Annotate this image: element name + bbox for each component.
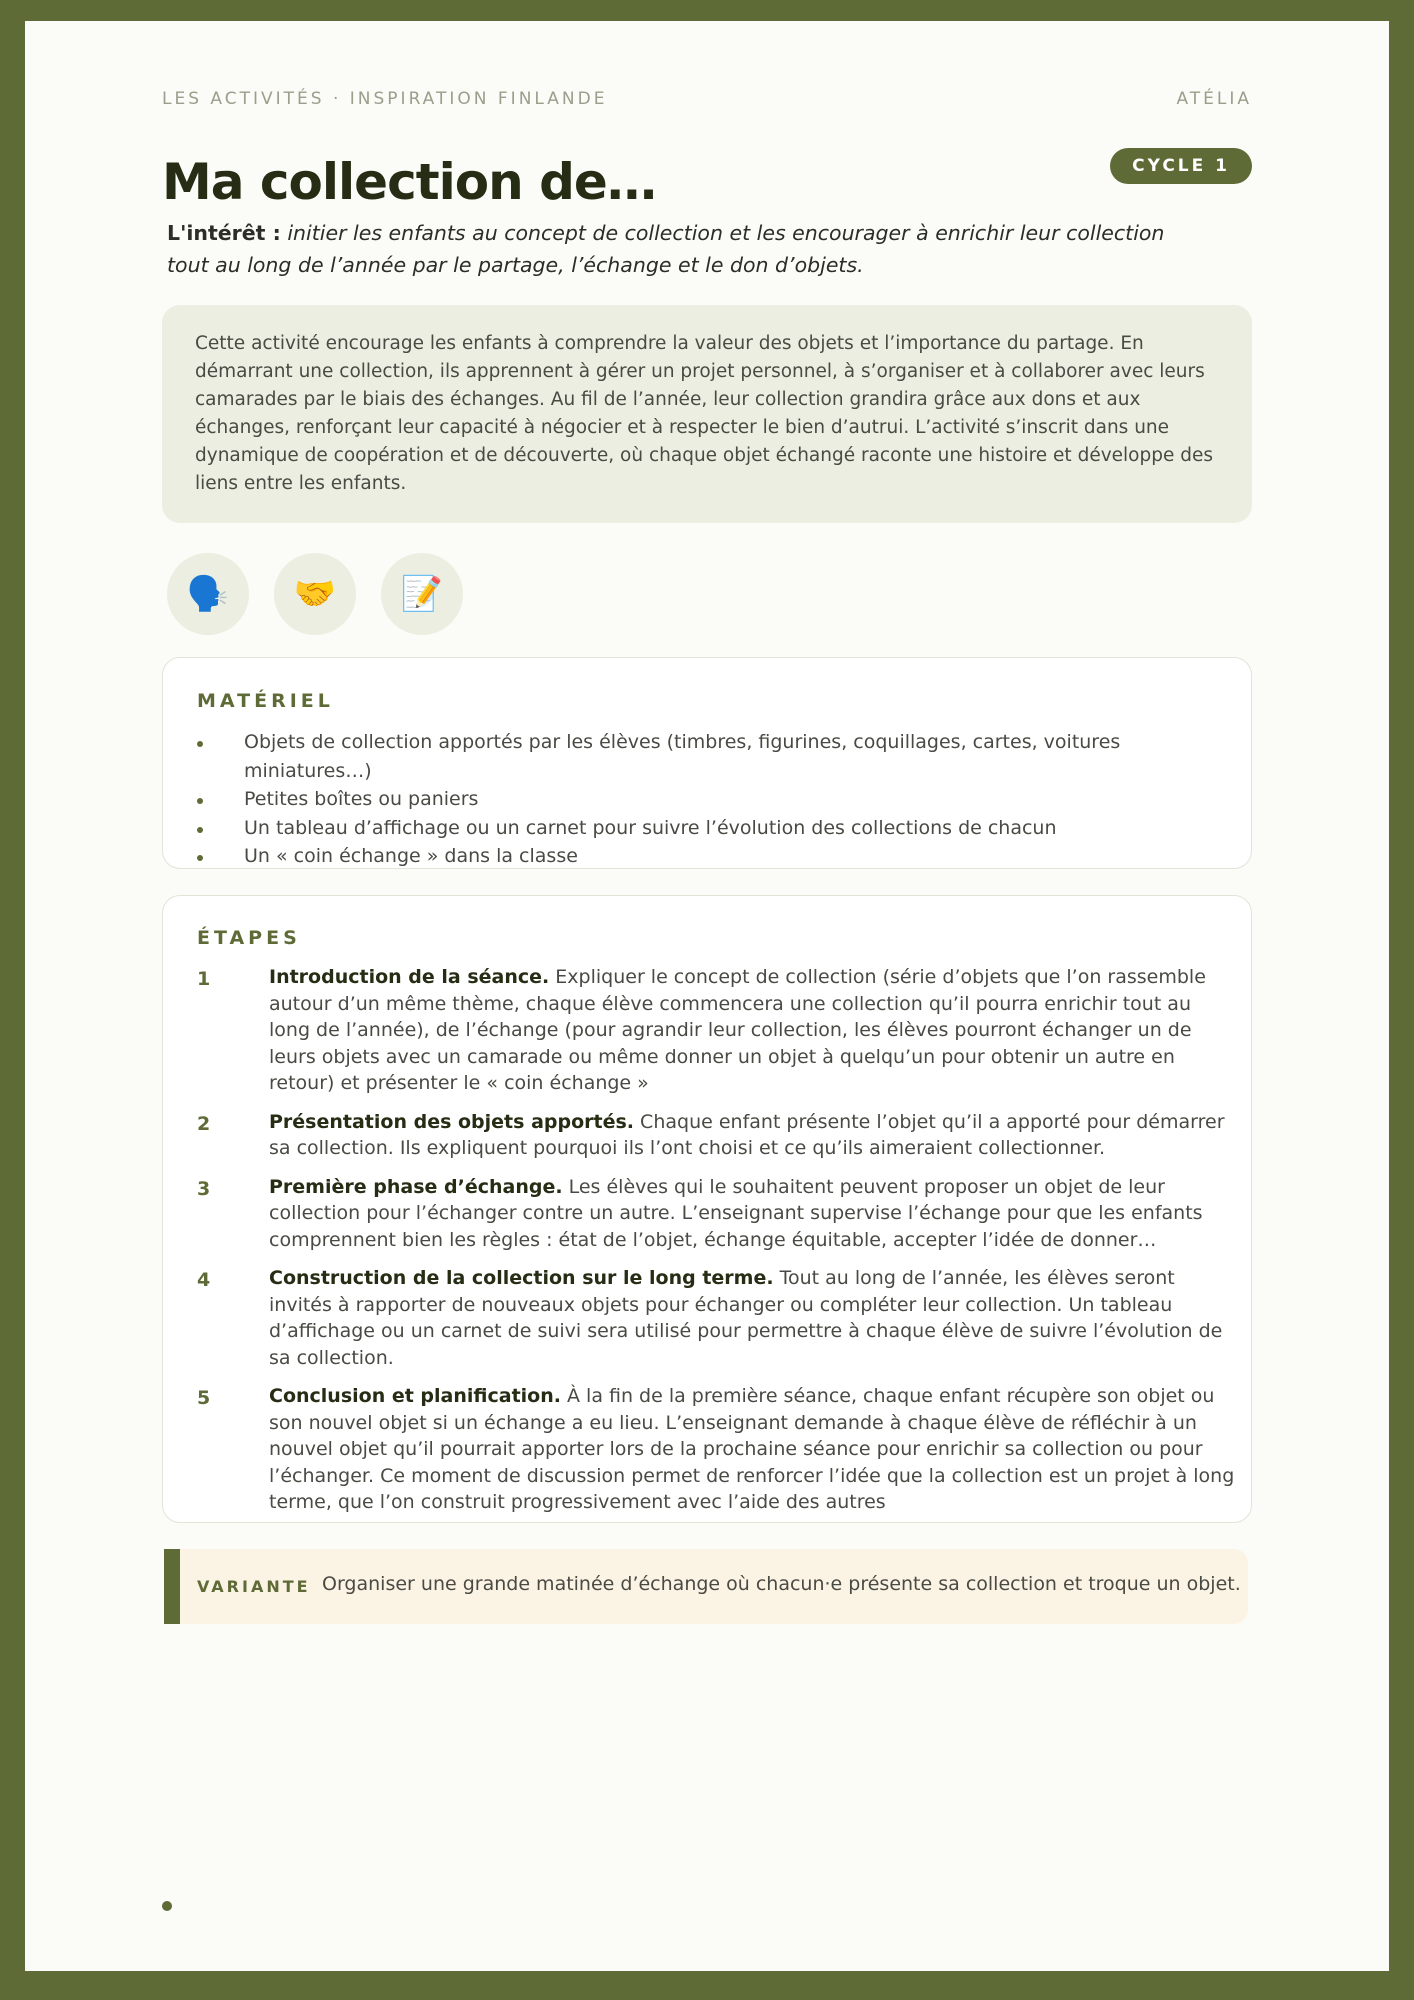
page-title: Ma collection de… <box>162 153 656 211</box>
list-item: Un tableau d’affichage ou un carnet pour suivre l’évolution des collections de chacun <box>197 814 1237 843</box>
step-title: Première phase d’échange. <box>269 1175 563 1198</box>
materiel-card <box>162 657 1252 869</box>
intro-box: Cette activité encourage les enfants à comprendre la valeur des objets et l’importance du partage. En démarrant une collection, ils apprennent à gérer un projet personnel, à s’organiser et à collaborer avec leurs camarades par le biais des échanges. Au fil de l’année, leur collection grandira grâce aux dons et aux échanges, renforçant leur capacité à négocier et à respecter le bien d’autrui. L’activité s’inscrit dans une dynamique de coopération et de découverte, où chaque objet échangé raconte une histoire et développe des liens entre les enfants. <box>162 305 1252 523</box>
step-title: Introduction de la séance. <box>269 966 550 988</box>
step-item <box>197 1174 1237 1254</box>
interet-text: initier les enfants au concept de collection et les encourager à enrichir leur collection tout au long de l’année par le partage, l’échange et le don d’objets. <box>167 221 1165 277</box>
page <box>25 21 1389 1971</box>
list-item: Petites boîtes ou paniers <box>197 785 1237 814</box>
step-title: Présentation des objets apportés. <box>269 1110 635 1133</box>
section-label: LES ACTIVITÉS · INSPIRATION FINLANDE <box>162 89 608 109</box>
step-number: 5 <box>197 1387 211 1409</box>
footer-dot <box>162 1901 172 1911</box>
step-text: Les élèves qui le souhaitent peuvent proposer un objet de leur collection pour l’échanger contre un autre. L’enseignant supervise l’échange pour que les enfants comprennent bien les règles : état de l’objet, échange équitable, accepter l’idée de donner… <box>269 1175 1203 1251</box>
step-number: 1 <box>197 968 211 990</box>
step-item <box>197 1109 1237 1162</box>
step-number: 4 <box>197 1269 211 1291</box>
step-title: Conclusion et planification. <box>269 1385 561 1407</box>
etapes-card <box>162 895 1252 1523</box>
speaking-head-icon: 🗣️ <box>167 553 249 635</box>
step-item <box>197 1265 1237 1371</box>
step-item <box>197 964 1237 1097</box>
steps-list <box>197 964 1237 1528</box>
variante-box <box>164 1549 1248 1624</box>
memo-icon: 📝 <box>381 553 463 635</box>
brand-label: ATÉLIA <box>1176 89 1252 109</box>
list-item: Un « coin échange » dans la classe <box>197 842 1237 871</box>
step-item <box>197 1383 1237 1516</box>
list-item: Objets de collection apportés par les élèves (timbres, figurines, coquillages, cartes, voitures miniatures…) <box>197 728 1237 785</box>
step-number: 2 <box>197 1112 211 1135</box>
top-bar <box>162 89 1252 109</box>
step-text: Tout au long de l’année, les élèves seront invités à rapporter de nouveaux objets pour échanger ou compléter leur collection. Un tableau d’affichage ou un carnet de suivi sera utilisé pour permettre à chaque élève de suivre l’évolution de sa collection. <box>269 1267 1223 1369</box>
variante-label: VARIANTE <box>197 1577 311 1596</box>
variante-text: Organiser une grande matinée d’échange où chacun·e présente sa collection et troque un objet. <box>322 1573 1241 1595</box>
materiel-heading: MATÉRIEL <box>197 690 334 712</box>
step-title: Construction de la collection sur le long terme. <box>269 1267 774 1289</box>
interet-label: L'intérêt : <box>167 221 281 245</box>
interet-paragraph <box>167 217 1187 281</box>
materiel-list <box>197 728 1237 871</box>
cycle-badge: CYCLE 1 <box>1110 148 1252 184</box>
etapes-heading: ÉTAPES <box>197 927 301 949</box>
handshake-icon: 🤝 <box>274 553 356 635</box>
step-text: Chaque enfant présente l’objet qu’il a apporté pour démarrer sa collection. Ils expliquent pourquoi ils l’ont choisi et ce qu’ils aimeraient collectionner. <box>269 1110 1225 1159</box>
step-text: Expliquer le concept de collection (série d’objets que l’on rassemble autour d’un même thème, chaque élève commencera une collection qu’il pourra enrichir tout au long de l’année), de l’échange (pour agrandir leur collection, les élèves pourront échanger un de leurs objets avec un camarade ou même donner un objet à quelqu’un pour obtenir un autre en retour) et présenter le « coin échange » <box>269 966 1206 1094</box>
step-text: À la fin de la première séance, chaque enfant récupère son objet ou son nouvel objet si un échange a eu lieu. L’enseignant demande à chaque élève de réfléchir à un nouvel objet qu’il pourrait apporter lors de la prochaine séance pour enrichir sa collection ou pour l’échanger. Ce moment de discussion permet de renforcer l’idée que la collection est un projet à long terme, que l’on construit progressivement avec l’aide des autres <box>269 1385 1235 1513</box>
step-number: 3 <box>197 1177 211 1200</box>
